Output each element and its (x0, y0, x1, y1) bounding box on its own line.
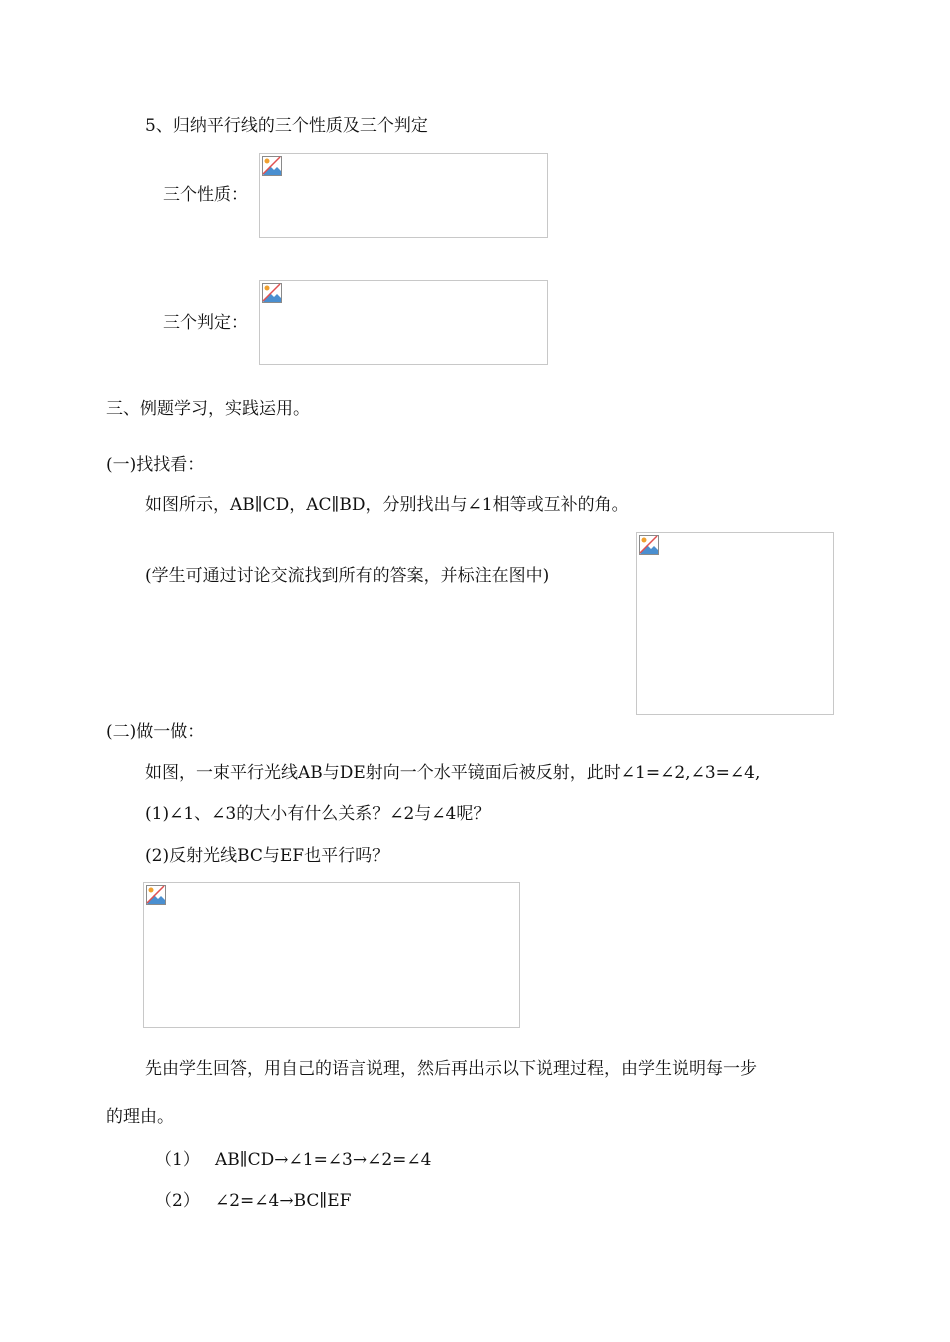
properties-label: 三个性质： (163, 185, 248, 205)
step1-number: （1） (155, 1150, 200, 1170)
part2-sub2: (2)反射光线BC与EF也平行吗？ (145, 846, 390, 866)
part1-figure (636, 532, 834, 715)
broken-image-icon (146, 885, 166, 905)
part2-question: 如图，一束平行光线AB与DE射向一个水平镜面后被反射，此时∠1=∠2,∠3=∠4, (145, 763, 761, 783)
section3-title: 三、例题学习，实践运用。 (106, 399, 310, 419)
part1-heading: (一)找找看： (106, 455, 205, 475)
broken-image-icon (262, 283, 282, 303)
broken-image-icon (262, 156, 282, 176)
step2-text: ∠2=∠4→BC∥EF (215, 1191, 352, 1211)
part2-sub1: (1)∠1、∠3的大小有什么关系？∠2与∠4呢？ (145, 804, 491, 824)
part1-note: (学生可通过讨论交流找到所有的答案，并标注在图中) (145, 566, 550, 586)
properties-image (259, 153, 548, 238)
criteria-image (259, 280, 548, 365)
explanation-line2: 的理由。 (106, 1107, 174, 1127)
section5-title: 5、归纳平行线的三个性质及三个判定 (145, 116, 428, 136)
criteria-label: 三个判定： (163, 313, 248, 333)
step2-number: （2） (155, 1191, 200, 1211)
part2-figure (143, 882, 520, 1028)
part2-heading: (二)做一做： (106, 722, 205, 742)
broken-image-icon (639, 535, 659, 555)
part1-question: 如图所示，AB∥CD，AC∥BD，分别找出与∠1相等或互补的角。 (145, 495, 629, 515)
explanation-line1: 先由学生回答，用自己的语言说理，然后再出示以下说理过程，由学生说明每一步 (145, 1059, 757, 1079)
step1-text: AB∥CD→∠1=∠3→∠2=∠4 (215, 1150, 432, 1170)
